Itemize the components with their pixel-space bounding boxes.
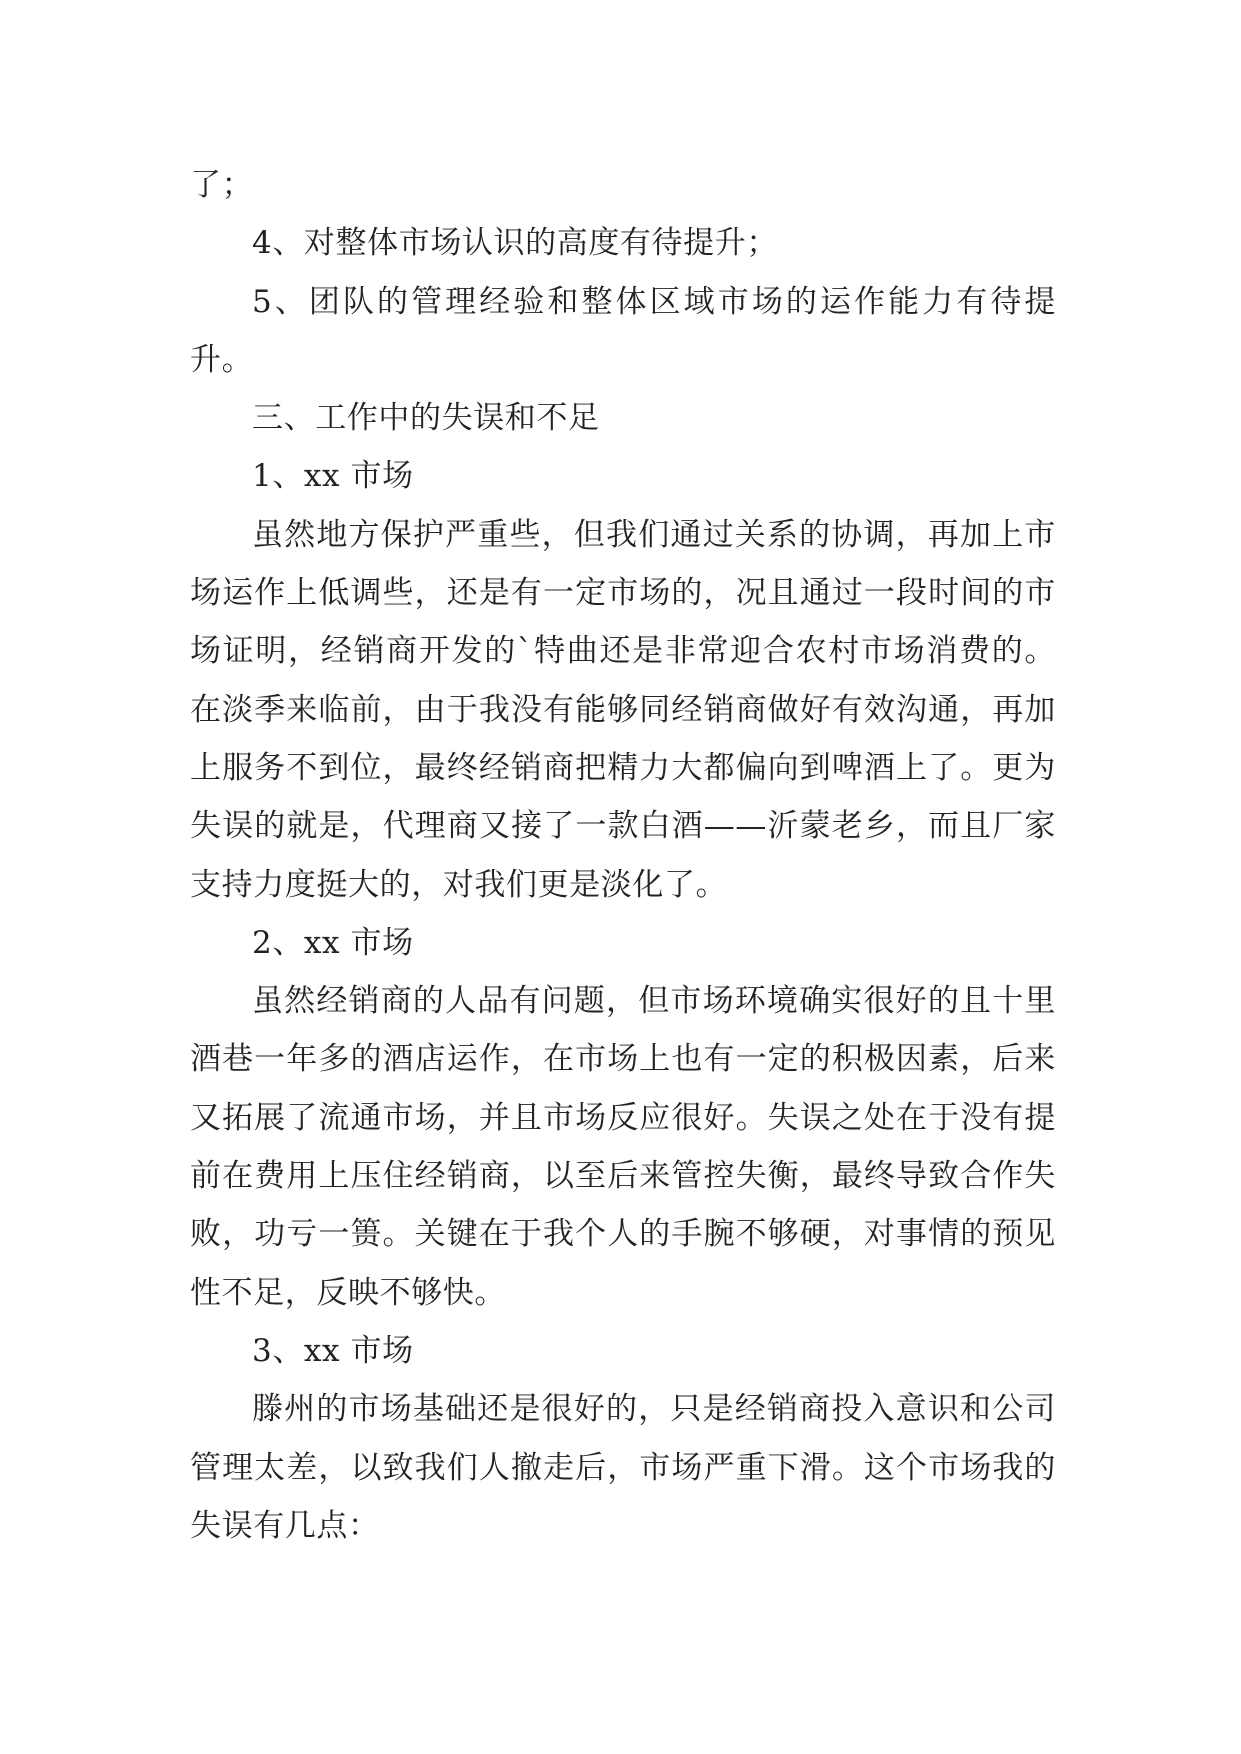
section-heading-mistakes: 三、工作中的失误和不足 — [252, 400, 600, 437]
paragraph-market-1: 虽然地方保护严重些，但我们通过关系的协调，再加上市场运作上低调些，还是有一定市场的，况且通过一段时间的市场证明，经销商开发的`特曲还是非常迎合农村市场消费的。在淡季来临前，由于我没有能够同经销商做好有效沟通，再加上服务不到位，最终经销商把精力大都偏向到啤酒上了。更为失误的就是，代理商又接了一款白酒——沂蒙老乡，而且厂家支持力度挺大的，对我们更是淡化了。 — [190, 516, 1056, 903]
paragraph-market-2: 虽然经销商的人品有问题，但市场环境确实很好的且十里酒巷一年多的酒店运作，在市场上也有一定的积极因素，后来又拓展了流通市场，并且市场反应很好。失误之处在于没有提前在费用上压住经销商，以至后来管控失衡，最终导致合作失败，功亏一篑。关键在于我个人的手腕不够硬，对事情的预见性不足，反映不够快。 — [190, 983, 1056, 1311]
paragraph-continuation: 了； — [190, 167, 254, 203]
list-item-point-5: 5、团队的管理经验和整体区域市场的运作能力有待提升。 — [190, 283, 1056, 378]
subheading-market-2: 2、xx 市场 — [252, 924, 414, 961]
paragraph-market-3: 滕州的市场基础还是很好的，只是经销商投入意识和公司管理太差，以致我们人撤走后，市场严重下滑。这个市场我的失误有几点： — [190, 1391, 1056, 1544]
subheading-market-3: 3、xx 市场 — [252, 1332, 414, 1369]
document-body — [190, 156, 1056, 1555]
subheading-market-1: 1、xx 市场 — [252, 458, 414, 495]
list-item-point-4: 4、对整体市场认识的高度有待提升； — [252, 225, 778, 262]
